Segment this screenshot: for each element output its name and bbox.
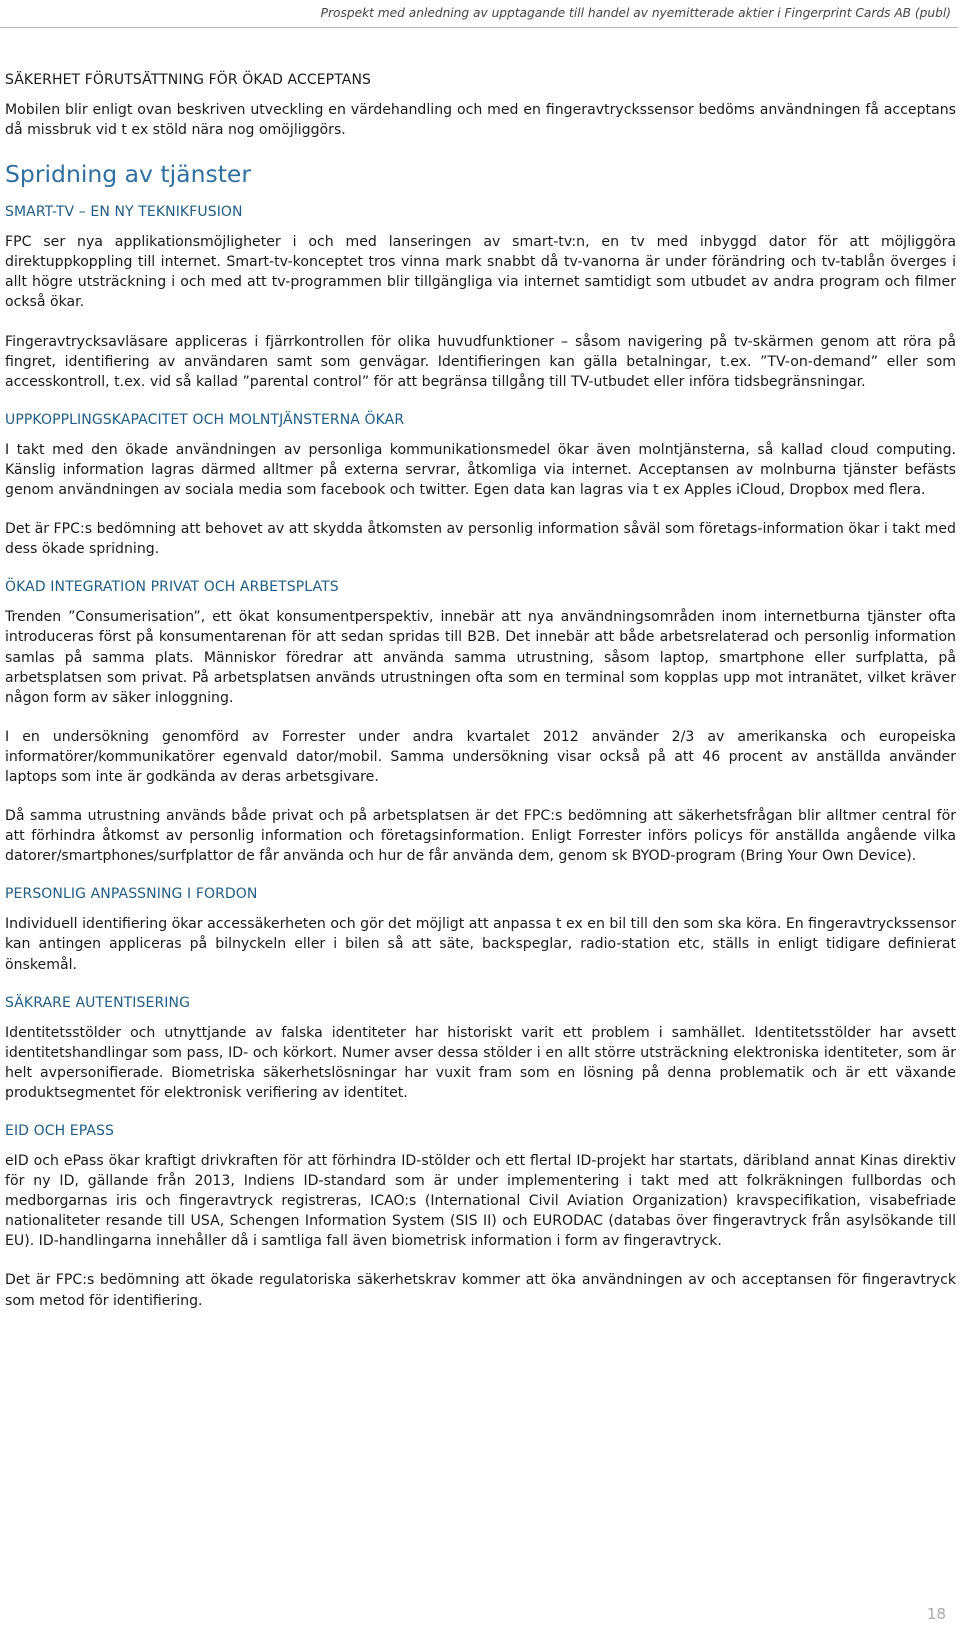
paragraph: Då samma utrustning används både privat och på arbetsplatsen är det FPC:s bedömning att säkerhetsfrågan blir alltmer central för att förhindra åtkomst av personlig information och företagsinformation. Enligt Forrester införs policys för anställda angående vilka datorer/smartphones/surfplattor de får använda och hur de får använda dem, genom sk BYOD-program (Bring Your Own Device). [5,808,956,865]
section-heading-smart-tv: SMART-TV – EN NY TEKNIKFUSION [5,204,243,221]
document-body [5,71,956,1330]
page-number: 18 [926,1605,946,1623]
section-heading-integration: ÖKAD INTEGRATION PRIVAT OCH ARBETSPLATS [5,579,339,596]
section-heading-sakerhet: SÄKERHET FÖRUTSÄTTNING FÖR ÖKAD ACCEPTANS [5,72,372,88]
paragraph: FPC ser nya applikationsmöjligheter i och med lanseringen av smart-tv:n, en tv med inbyggd dator för att möjliggöra direktuppkoppling till internet. Smart-tv-konceptet tros vinna mark snabbt då tv-vanorna är under förändring och tv-tablån överges i allt högre utsträckning i och med att tv-programmen blir tillgängliga via internet samtidigt som utbudet av andra program och filmer också ökar. [5,234,956,311]
paragraph: I en undersökning genomförd av Forrester under andra kvartalet 2012 använder 2/3 av amerikanska och europeiska informatörer/kommunikatörer egenvald dator/mobil. Samma undersökning visar också på att 46 procent av anställda använder laptops som inte är godkända av deras arbetsgivare. [5,728,956,785]
section-heading-fordon: PERSONLIG ANPASSNING I FORDON [5,886,258,903]
section-heading-eid: EID OCH EPASS [5,1123,115,1139]
section-heading-autentisering: SÄKRARE AUTENTISERING [5,994,191,1011]
section-heading-uppkoppling: UPPKOPPLINGSKAPACITET OCH MOLNTJÄNSTERNA ÖKAR [5,411,405,428]
paragraph: I takt med den ökade användningen av personliga kommunikationsmedel ökar även molntjänsterna, så kallad cloud computing. Känslig information lagras därmed alltmer på externa servrar, åtkomliga via internet. Acceptansen av molnburna tjänster befästs genom användningen av sociala media som facebook och twitter. Egen data kan lagras via t ex Apples iCloud, Dropbox med flera. [5,441,956,499]
paragraph: Individuell identifiering ökar accessäkerheten och gör det möjligt att anpassa t ex en bil till den som ska köra. En fingeravtryckssensor kan antingen appliceras på bilnyckeln eller i bilen så att säte, backspeglar, radio-station etc, ställs in enligt tidigare definierat önskemål. [5,916,956,973]
page-header [0,0,958,28]
chapter-heading-spridning: Spridning av tjänster [5,160,252,189]
paragraph: Mobilen blir enligt ovan beskriven utveckling en värdehandling och med en fingeravtryckssensor bedöms användningen få acceptans då missbruk vid t ex stöld nära nog omöjliggörs. [5,102,956,139]
header-title: Prospekt med anledning av upptagande till handel av nyemitterade aktier i Fingerprint Cards AB (publ) [320,6,951,20]
paragraph: Trenden ”Consumerisation”, ett ökat konsumentperspektiv, innebär att nya användningsområden inom internetburna tjänster ofta introduceras först på konsumentarenan för att sedan spridas till B2B. Det innebär att både arbetsrelaterad och personlig information samlas på samma plats. Människor föredrar att använda samma utrustning, såsom laptop, smartphone eller surfplatta, på arbetsplatsen som privat. På arbetsplatsen används utrustningen ofta som en terminal som kopplas upp mot intranätet, vilket kräver någon form av säker inloggning. [5,609,956,706]
paragraph: Fingeravtrycksavläsare appliceras i fjärrkontrollen för olika huvudfunktioner – såsom navigering på tv-skärmen genom att röra på fingret, identifiering av användaren samt som genvägar. Identifieringen kan gälla betalningar, t.ex. ”TV-on-demand” eller som accesskontroll, t.ex. vid så kallad ”parental control” för att begränsa tillgång till TV-utbudet eller införa tidsbegränsningar. [5,333,956,390]
paragraph: Det är FPC:s bedömning att behovet av att skydda åtkomsten av personlig information såväl som företags-information ökar i takt med dess ökade spridning. [5,521,956,558]
paragraph: eID och ePass ökar kraftigt drivkraften för att förhindra ID-stölder och ett flertal ID-projekt har startats, däribland annat Kinas direktiv för ny ID, gällande från 2013, Indiens ID-standard som är under implementering i takt med att folkräkningen fullbordas och medborgarnas iris och fingeravtryck registreras, ICAO:s (International Civil Aviation Organization) kravspecifikation, visabefriade nationaliteter resande till USA, Schengen Information System (SIS II) och EURODAC (databas över fingeravtryck från asylsökande till EU). ID-handlingarna innehåller då i samtliga fall även biometrisk information i form av fingeravtryck. [5,1153,956,1250]
paragraph: Det är FPC:s bedömning att ökade regulatoriska säkerhetskrav kommer att öka användningen av och acceptansen för fingeravtryck som metod för identifiering. [5,1272,956,1309]
paragraph: Identitetsstölder och utnyttjande av falska identiteter har historiskt varit ett problem i samhället. Identitetsstölder har avsett identitetshandlingar som pass, ID- och körkort. Numer avser dessa stölder i en allt större utsträckning elektroniska identiteter, som är helt avpersonifierade. Biometriska säkerhetslösningar har vuxit fram som en lösning på denna problematik och är ett växande produktsegmentet för elektronisk verifiering av identitet. [5,1024,956,1101]
